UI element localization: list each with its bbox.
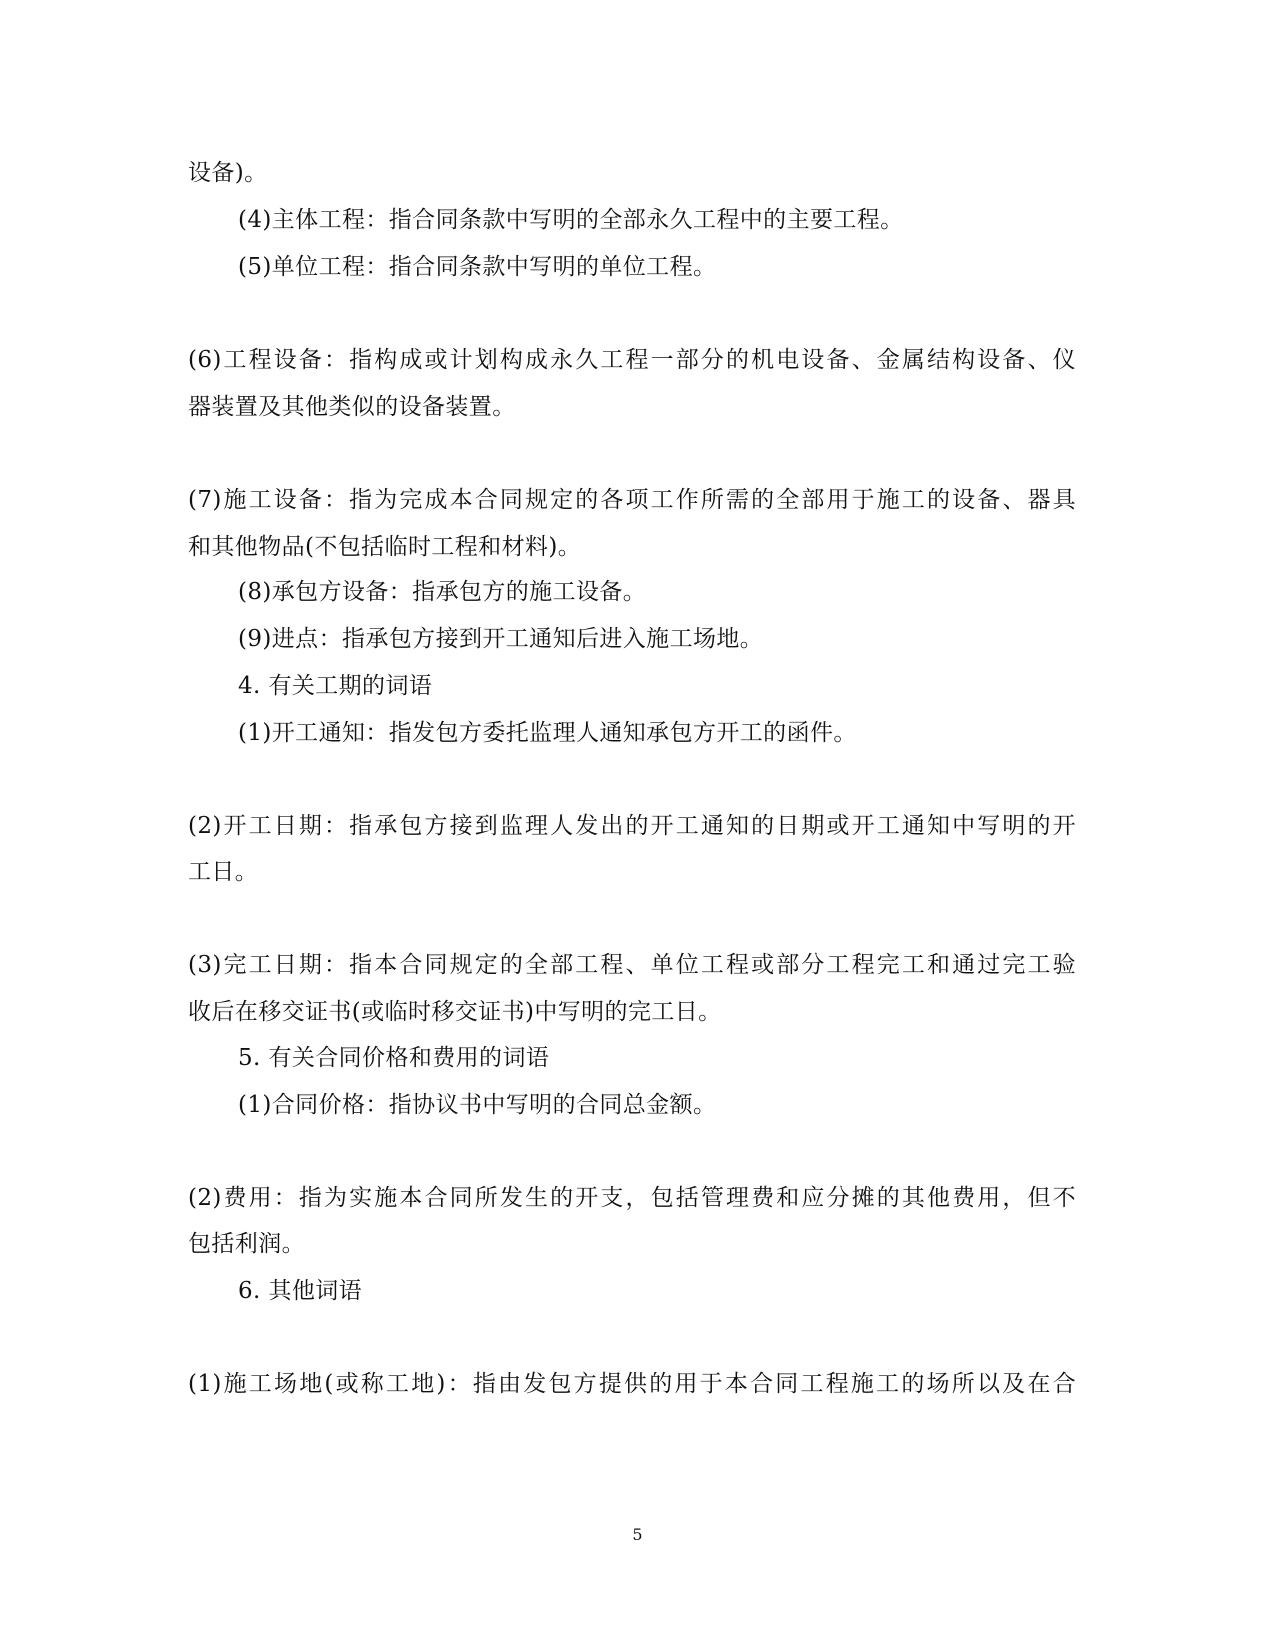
text-line: 和其他物品(不包括临时工程和材料)。 bbox=[188, 534, 582, 560]
section-heading: 4. 有关工期的词语 bbox=[238, 673, 433, 699]
text-line: (9)进点：指承包方接到开工通知后进入施工场地。 bbox=[238, 626, 764, 652]
text-line: 器装置及其他类似的设备装置。 bbox=[188, 394, 516, 420]
text-line: (3)完工日期：指本合同规定的全部工程、单位工程或部分工程完工和通过完工验 bbox=[188, 952, 1076, 978]
text-line: (1)合同价格：指协议书中写明的合同总金额。 bbox=[238, 1092, 717, 1118]
text-line: (1)施工场地(或称工地)：指由发包方提供的用于本合同工程施工的场所以及在合 bbox=[188, 1371, 1076, 1397]
text-line: 设备)。 bbox=[188, 160, 268, 186]
text-line: (2)费用：指为实施本合同所发生的开支，包括管理费和应分摊的其他费用，但不 bbox=[188, 1185, 1076, 1211]
text-line: (2)开工日期：指承包方接到监理人发出的开工通知的日期或开工通知中写明的开 bbox=[188, 813, 1076, 839]
section-heading: 6. 其他词语 bbox=[238, 1278, 363, 1304]
text-line: 工日。 bbox=[188, 859, 259, 885]
text-line: (8)承包方设备：指承包方的施工设备。 bbox=[238, 579, 647, 605]
text-line: (7)施工设备：指为完成本合同规定的各项工作所需的全部用于施工的设备、器具 bbox=[188, 487, 1076, 513]
text-line: 收后在移交证书(或临时移交证书)中写明的完工日。 bbox=[188, 999, 722, 1025]
text-line: (4)主体工程：指合同条款中写明的全部永久工程中的主要工程。 bbox=[238, 207, 904, 233]
text-line: 包括利润。 bbox=[188, 1231, 305, 1257]
section-heading: 5. 有关合同价格和费用的词语 bbox=[238, 1045, 550, 1071]
page-number: 5 bbox=[632, 1525, 643, 1544]
text-line: (5)单位工程：指合同条款中写明的单位工程。 bbox=[238, 254, 717, 280]
text-line: (1)开工通知：指发包方委托监理人通知承包方开工的函件。 bbox=[238, 720, 857, 746]
text-line: (6)工程设备：指构成或计划构成永久工程一部分的机电设备、金属结构设备、仪 bbox=[188, 347, 1076, 373]
